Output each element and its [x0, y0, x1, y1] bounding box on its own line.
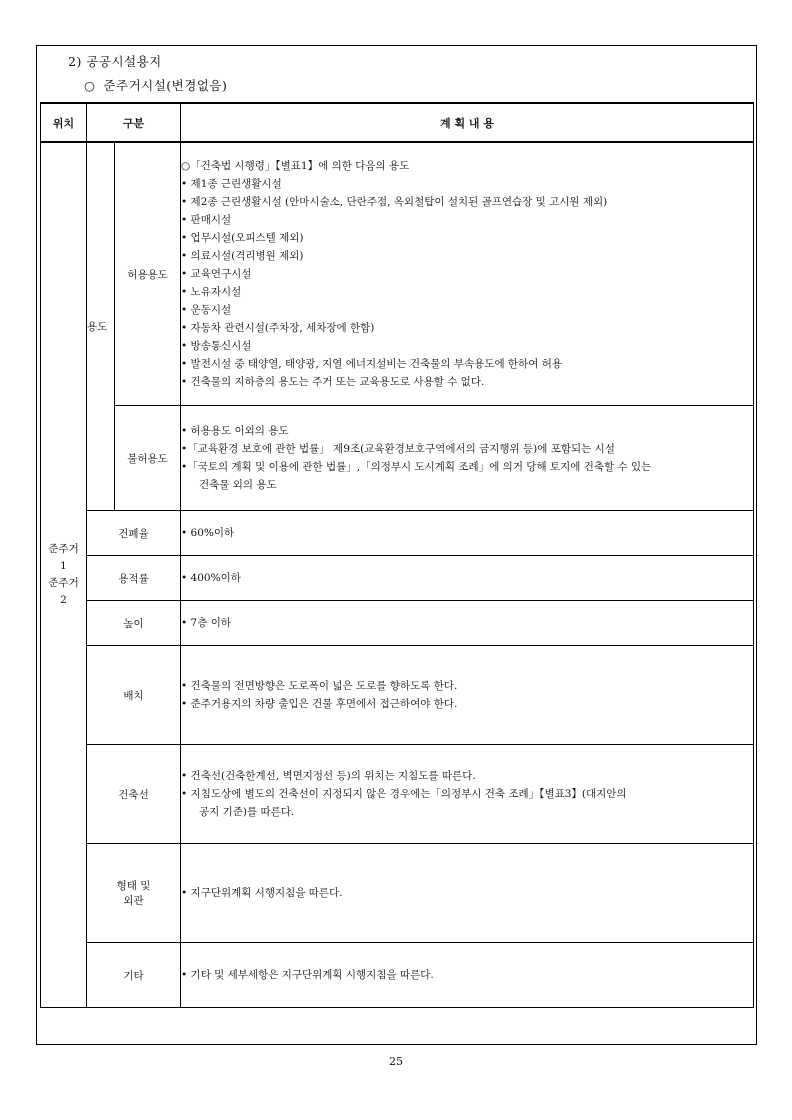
content-line: 건축물 외의 용도	[199, 479, 277, 491]
page-number: 25	[389, 1055, 403, 1068]
form-content	[181, 844, 754, 943]
table-row-height	[41, 601, 754, 646]
etc-content	[181, 943, 754, 1008]
content-line: • 제1종 근린생활시설	[181, 178, 282, 190]
content-line: • 자동차 관련시설(주차장, 세차장에 한함)	[181, 322, 375, 334]
table-row-forbidden-use	[41, 406, 754, 511]
content-line: • 업무시설(오피스텔 제외)	[181, 232, 304, 244]
form-label	[87, 844, 181, 943]
content-line: • 7층 이하	[181, 617, 231, 629]
header-category: 구분	[87, 103, 181, 142]
position-line: 2	[60, 594, 67, 606]
height-label: 높이	[87, 601, 181, 646]
table-row-far	[41, 556, 754, 601]
content-line: • 지침도상에 별도의 건축선이 지정되지 않은 경우에는「의정부시 건축 조례」【별표3】(대지안의	[181, 788, 627, 800]
form-label-line: 외관	[123, 895, 144, 907]
subsection-heading	[84, 76, 227, 94]
content-line: •「국토의 계획 및 이용에 관한 법률」,「의정부시 도시계획 조례」에 의거 당해 토지에 건축할 수 있는	[181, 461, 652, 473]
height-content	[181, 601, 754, 646]
content-line: ○「건축법 시행령」【별표1】에 의한 다음의 용도	[181, 160, 410, 172]
content-line: • 발전시설 중 태양열, 태양광, 지열 에너지설비는 건축물의 부속용도에 한하여 허용	[181, 358, 562, 370]
bcr-content	[181, 511, 754, 556]
far-label: 용적률	[87, 556, 181, 601]
position-cell	[41, 142, 87, 1008]
content-line: • 교육연구시설	[181, 268, 252, 280]
etc-label: 기타	[87, 943, 181, 1008]
building-line-label: 건축선	[87, 745, 181, 844]
content-line: • 의료시설(격리병원 제외)	[181, 250, 304, 262]
allowed-use-label: 허용용도	[115, 142, 181, 406]
table-row-building-line	[41, 745, 754, 844]
position-line: 1	[60, 560, 67, 572]
table-header-row	[41, 103, 754, 142]
bcr-label: 건폐율	[87, 511, 181, 556]
content-line: • 건축물의 전면방향은 도로폭이 넓은 도로를 향하도록 한다.	[181, 680, 458, 692]
table-row-etc	[41, 943, 754, 1008]
content-line: • 허용용도 이외의 용도	[181, 425, 289, 437]
header-content: 계 획 내 용	[181, 103, 754, 142]
content-line: • 400%이하	[181, 572, 241, 584]
forbidden-use-content	[181, 406, 754, 511]
table-row-bcr	[41, 511, 754, 556]
layout-content	[181, 646, 754, 745]
far-content	[181, 556, 754, 601]
content-line: • 기타 및 세부세항은 지구단위계획 시행지침을 따른다.	[181, 969, 434, 981]
forbidden-use-label: 불허용도	[115, 406, 181, 511]
table-row-layout	[41, 646, 754, 745]
circle-bullet-icon: ○	[84, 78, 96, 93]
content-line: •「교육환경 보호에 관한 법률」 제9조(교육환경보호구역에서의 금지행위 등)에 포함되는 시설	[181, 443, 615, 455]
plan-table	[40, 102, 754, 1008]
building-line-content	[181, 745, 754, 844]
content-line: • 건축선(건축한계선, 벽면지정선 등)의 위치는 지침도를 따른다.	[181, 770, 476, 782]
content-line: 공지 기준)를 따른다.	[199, 806, 295, 818]
table-row-allowed-use	[41, 142, 754, 406]
header-position: 위치	[41, 103, 87, 142]
subsection-title: 준주거시설(변경없음)	[103, 78, 228, 93]
layout-label: 배치	[87, 646, 181, 745]
form-label-line: 형태 및	[116, 880, 151, 892]
content-line: • 60%이하	[181, 527, 235, 539]
usage-group-label: 용도	[87, 142, 115, 511]
position-line: 준주거	[48, 577, 79, 589]
content-line: • 판매시설	[181, 214, 232, 226]
content-line: • 건축물의 지하층의 용도는 주거 또는 교육용도로 사용할 수 없다.	[181, 376, 485, 388]
content-line: • 지구단위계획 시행지침을 따른다.	[181, 887, 343, 899]
content-line: • 제2종 근린생활시설 (안마시술소, 단란주점, 옥외철탑이 설치된 골프연습장 및 고시원 제외)	[181, 196, 608, 208]
table-row-form	[41, 844, 754, 943]
content-line: • 운동시설	[181, 304, 232, 316]
position-line: 준주거	[48, 543, 79, 555]
content-line: • 방송통신시설	[181, 340, 252, 352]
allowed-use-content	[181, 142, 754, 406]
section-heading: 2) 공공시설용지	[68, 54, 162, 69]
content-line: • 준주거용지의 차량 출입은 건물 후면에서 접근하여야 한다.	[181, 698, 458, 710]
content-line: • 노유자시설	[181, 286, 242, 298]
